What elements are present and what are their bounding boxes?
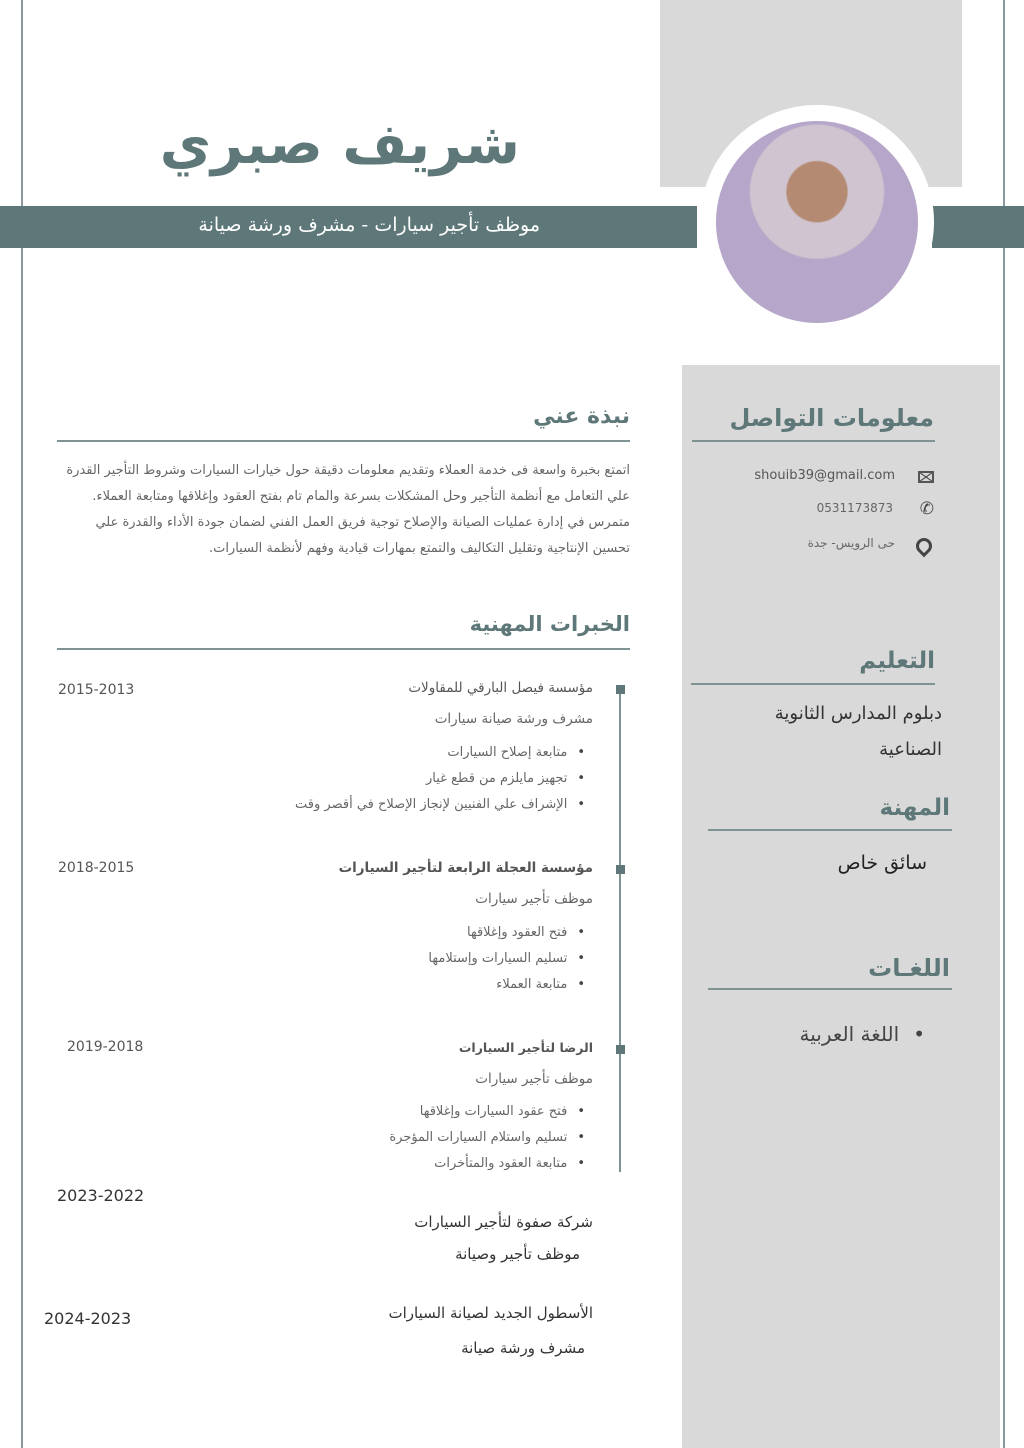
date-range: 2015-2013 — [58, 682, 135, 698]
profession-value: سائق خاص — [837, 852, 927, 874]
address-text: حى الرويس- جدة — [807, 536, 895, 550]
bullet-item: • فتح العقود وإغلاقها — [200, 920, 585, 946]
about-paragraph: اتمتع بخبرة واسعة فى خدمة العملاء وتقديم معلومات دقيقة حول خيارات السيارات وشروط التأجير القدرة علي التعامل مع أنظمة التأجير وحل المشكلات بسرعة والمام تام بفتح العقود وإغلاقها ومتابعة العملاء. — [66, 463, 630, 504]
profile-photo — [700, 105, 934, 339]
phone-row[interactable] — [700, 501, 940, 521]
contact-heading: معلومات التواصل — [729, 404, 934, 432]
languages-heading: اللغـات — [868, 954, 950, 982]
bullet-item: • تسليم واستلام السيارات المؤجرة — [200, 1125, 585, 1151]
bullet-list — [200, 920, 585, 998]
about-text — [57, 458, 630, 562]
bullet-item: • متابعة العملاء — [200, 972, 585, 998]
bullet-item: • فتح عقود السيارات وإغلاقها — [200, 1099, 585, 1125]
envelope-icon — [918, 471, 934, 483]
bullet-item: • متابعة العقود والمتأخرات — [200, 1151, 585, 1177]
timeline-marker — [616, 685, 625, 694]
company-name: شركة صفوة لتأجير السيارات — [414, 1213, 593, 1231]
email-row[interactable] — [700, 468, 940, 488]
company-name: الرضا لتأجير السيارات — [458, 1040, 593, 1055]
date-range: 2024-2023 — [44, 1309, 132, 1328]
language-name: اللغة العربية — [799, 1022, 900, 1046]
job-role: موظف تأجير سيارات — [475, 1071, 593, 1087]
education-rule — [691, 683, 935, 685]
bullet-list — [200, 1099, 585, 1177]
address-row — [700, 536, 940, 560]
bullet-item: • الإشراف علي الفنيين لإنجاز الإصلاح في أقصر وقت — [200, 792, 585, 818]
date-range: 2023-2022 — [57, 1186, 145, 1205]
phone-text[interactable]: 0531173873 — [816, 501, 893, 515]
profession-rule — [708, 829, 952, 831]
company-name: مؤسسة فيصل البارقي للمقاولات — [408, 680, 593, 696]
job-role: مشرف ورشة صيانة — [461, 1339, 585, 1357]
location-pin-icon — [913, 535, 936, 558]
job-role: مشرف ورشة صيانة سيارات — [434, 711, 593, 727]
company-name: مؤسسة العجلة الرابعة لتأجير السيارات — [338, 860, 593, 876]
title-band-right — [932, 206, 1024, 248]
about-heading: نبذة عني — [533, 404, 630, 429]
phone-icon: ✆ — [919, 499, 934, 519]
languages-list — [720, 1022, 925, 1046]
bullet-item: • متابعة إصلاح السيارات — [200, 740, 585, 766]
profession-heading: المهنة — [879, 795, 950, 821]
company-name: الأسطول الجديد لصيانة السيارات — [388, 1304, 593, 1322]
bullet-item: • تسليم السيارات وإستلامها — [200, 946, 585, 972]
languages-rule — [708, 988, 952, 990]
side-panel — [682, 365, 1000, 1448]
language-item: •اللغة العربية — [799, 1022, 925, 1046]
date-range: 2019-2018 — [67, 1039, 144, 1055]
email-text[interactable]: shouib39@gmail.com — [754, 468, 895, 483]
bullet-list — [200, 740, 585, 818]
date-range: 2018-2015 — [58, 860, 135, 876]
job-title: موظف تأجير سيارات - مشرف ورشة صيانة — [198, 214, 540, 236]
timeline-marker — [616, 1045, 625, 1054]
education-degree: دبلوم المدارس الثانوية الصناعية — [774, 703, 942, 760]
name-heading: شريف صبري — [159, 112, 520, 177]
job-role: موظف تأجير سيارات — [475, 891, 593, 907]
timeline-line — [619, 690, 621, 1172]
job-role: موظف تأجير وصيانة — [455, 1245, 580, 1263]
bullet-item: • تجهيز مايلزم من قطع غيار — [200, 766, 585, 792]
about-rule — [57, 440, 630, 442]
education-heading: التعليم — [859, 648, 935, 674]
about-paragraph: متمرس في إدارة عمليات الصيانة والإصلاح توجية فريق العمل الفني لضمان جودة الأداء والقدرة علي تحسين الإنتاجية وتقليل التكاليف والتمتع بمهارات قيادية وفهم لأنظمة السيارات. — [95, 515, 630, 556]
contact-rule — [692, 440, 935, 442]
timeline-marker — [616, 865, 625, 874]
experience-rule — [57, 648, 630, 650]
experience-heading: الخبرات المهنية — [469, 612, 630, 636]
